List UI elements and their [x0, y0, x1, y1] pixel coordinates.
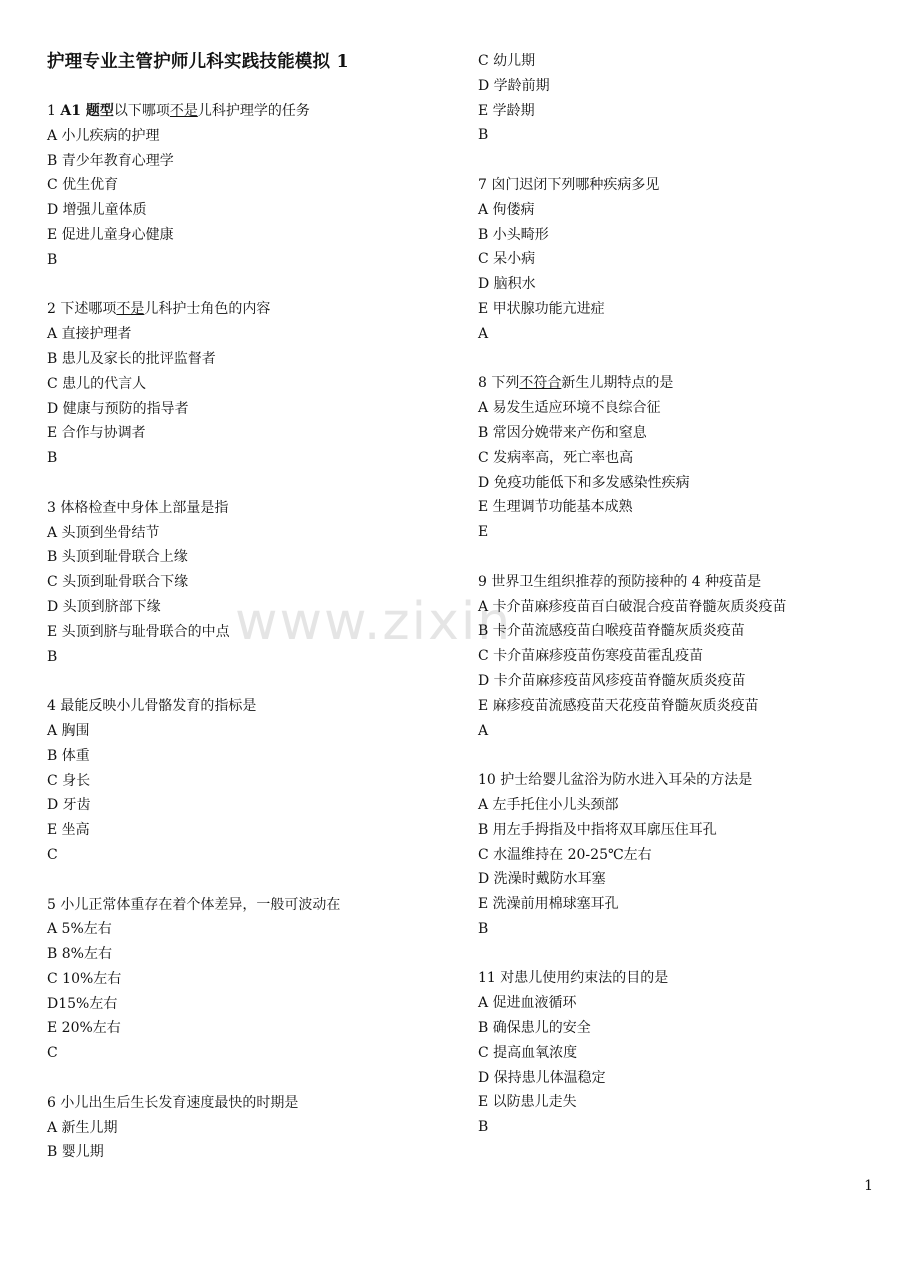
question-9-option-a: A 卡介苗麻疹疫苗百白破混合疫苗脊髓灰质炎疫苗 — [478, 598, 787, 615]
question-3-stem: 3 体格检查中身体上部量是指 — [47, 499, 229, 516]
spacer — [47, 1066, 457, 1091]
question-2-option-e: E 合作与协调者 — [47, 425, 146, 442]
question-7-option-e: E 甲状腺功能亢进症 — [478, 300, 605, 317]
question-6-stem: 6 小儿出生后生长发育速度最快的时期是 — [47, 1094, 299, 1111]
question-10-option-e: E 洗澡前用棉球塞耳孔 — [478, 896, 619, 913]
question-9-stem: 9 世界卫生组织推荐的预防接种的 4 种疫苗是 — [478, 573, 762, 590]
question-3-option-d: D 头顶到脐部下缘 — [47, 598, 161, 615]
question-9-option-e: E 麻疹疫苗流感疫苗天花疫苗脊髓灰质炎疫苗 — [478, 697, 759, 714]
question-8-answer: E — [478, 524, 489, 541]
question-10-answer: B — [478, 920, 489, 937]
question-8-option-e: E 生理调节功能基本成熟 — [478, 499, 633, 516]
question-5-answer: C — [47, 1045, 58, 1062]
question-5-option-a: A 5%左右 — [47, 921, 112, 938]
question-2-option-d: D 健康与预防的指导者 — [47, 400, 189, 417]
question-1-answer: B — [47, 251, 58, 268]
question-3-option-c: C 头顶到耻骨联合下缘 — [47, 574, 189, 591]
question-10-option-d: D 洗澡时戴防水耳塞 — [478, 871, 606, 888]
spacer — [47, 669, 457, 694]
question-6-option-e: E 学龄期 — [478, 102, 535, 119]
question-8-option-d: D 免疫功能低下和多发感染性疾病 — [478, 474, 690, 491]
question-8-stem: 8 下列不符合新生儿期特点的是 — [478, 375, 674, 392]
question-10-stem: 10 护士给婴儿盆浴为防水进入耳朵的方法是 — [478, 772, 753, 789]
question-11-option-d: D 保持患儿体温稳定 — [478, 1069, 606, 1086]
spacer — [478, 148, 898, 173]
question-1-option-b: B 青少年教育心理学 — [47, 152, 174, 169]
question-7-answer: A — [478, 325, 489, 342]
question-11-option-b: B 确保患儿的安全 — [478, 1020, 591, 1037]
question-11-option-a: A 促进血液循环 — [478, 995, 577, 1012]
question-2-stem: 2 下述哪项不是儿科护士角色的内容 — [47, 301, 271, 318]
question-1-option-c: C 优生优育 — [47, 177, 119, 194]
question-1-stem: 1 A1 题型以下哪项不是儿科护理学的任务 — [47, 103, 310, 119]
question-10-option-a: A 左手托住小儿头颈部 — [478, 796, 619, 813]
question-5-option-d: D15%左右 — [47, 995, 118, 1012]
question-2-option-b: B 患儿及家长的批评监督者 — [47, 350, 216, 367]
spacer — [478, 743, 898, 768]
question-5-stem: 5 小儿正常体重存在着个体差异，一般可波动在 — [47, 896, 341, 913]
question-10-option-b: B 用左手拇指及中指将双耳廓压住耳孔 — [478, 821, 717, 838]
spacer — [478, 942, 898, 967]
question-5-option-b: B 8%左右 — [47, 946, 112, 963]
question-4-stem: 4 最能反映小儿骨骼发育的指标是 — [47, 698, 257, 715]
spacer — [47, 471, 457, 496]
question-11-stem: 11 对患儿使用约束法的目的是 — [478, 970, 669, 987]
left-column — [47, 99, 457, 1165]
question-2-answer: B — [47, 450, 58, 467]
question-11-option-e: E 以防患儿走失 — [478, 1094, 577, 1111]
question-7-option-c: C 呆小病 — [478, 251, 536, 268]
question-7-stem: 7 囟门迟闭下列哪种疾病多见 — [478, 176, 660, 193]
question-6-option-c: C 幼儿期 — [478, 53, 536, 69]
question-7-option-d: D 脑积水 — [478, 276, 536, 293]
page-title: 护理专业主管护师儿科实践技能模拟 1 — [47, 52, 349, 72]
page-number: 1 — [864, 1178, 873, 1194]
question-8-option-a: A 易发生适应环境不良综合征 — [478, 400, 661, 417]
question-6-option-b: B 婴儿期 — [47, 1144, 104, 1161]
question-5-option-e: E 20%左右 — [47, 1020, 121, 1037]
question-9-answer: A — [478, 722, 489, 739]
question-3-option-e: E 头顶到脐与耻骨联合的中点 — [47, 623, 230, 640]
question-11-answer: B — [478, 1119, 489, 1136]
question-4-option-b: B 体重 — [47, 747, 90, 764]
question-7-option-b: B 小头畸形 — [478, 226, 549, 243]
right-column — [478, 49, 898, 1140]
question-3-answer: B — [47, 648, 58, 665]
question-4-option-d: D 牙齿 — [47, 797, 91, 814]
question-1-option-a: A 小儿疾病的护理 — [47, 127, 160, 144]
spacer — [47, 273, 457, 298]
question-11-option-c: C 提高血氧浓度 — [478, 1044, 578, 1061]
question-3-option-b: B 头顶到耻骨联合上缘 — [47, 549, 188, 566]
question-5-option-c: C 10%左右 — [47, 970, 122, 987]
question-9-option-c: C 卡介苗麻疹疫苗伤寒疫苗霍乱疫苗 — [478, 648, 704, 665]
question-6-option-a: A 新生儿期 — [47, 1119, 118, 1136]
question-4-answer: C — [47, 846, 58, 863]
question-1-option-d: D 增强儿童体质 — [47, 202, 147, 219]
question-9-option-d: D 卡介苗麻疹疫苗风疹疫苗脊髓灰质炎疫苗 — [478, 672, 746, 689]
question-6-option-d: D 学龄前期 — [478, 77, 550, 94]
spacer — [47, 868, 457, 893]
question-2-option-a: A 直接护理者 — [47, 326, 132, 343]
question-4-option-e: E 坐高 — [47, 822, 90, 839]
spacer — [478, 545, 898, 570]
question-4-option-a: A 胸围 — [47, 722, 90, 739]
question-8-option-b: B 常因分娩带来产伤和窒息 — [478, 424, 647, 441]
question-1-option-e: E 促进儿童身心健康 — [47, 226, 174, 243]
question-2-option-c: C 患儿的代言人 — [47, 375, 147, 392]
spacer — [478, 347, 898, 372]
question-3-option-a: A 头顶到坐骨结节 — [47, 524, 160, 541]
question-9-option-b: B 卡介苗流感疫苗白喉疫苗脊髓灰质炎疫苗 — [478, 623, 745, 640]
question-7-option-a: A 佝偻病 — [478, 201, 535, 218]
question-8-option-c: C 发病率高，死亡率也高 — [478, 449, 634, 466]
watermark-text: www.zixin — [235, 592, 513, 652]
question-6-answer: B — [478, 127, 489, 144]
question-4-option-c: C 身长 — [47, 772, 91, 789]
question-10-option-c: C 水温维持在 20-25℃左右 — [478, 846, 652, 863]
